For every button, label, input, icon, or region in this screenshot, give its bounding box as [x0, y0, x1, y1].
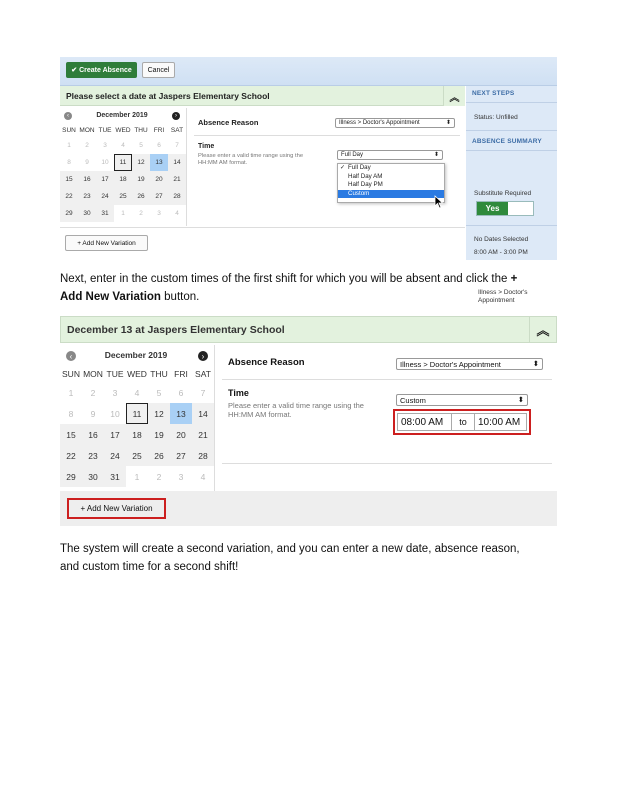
calendar-grid	[60, 365, 214, 491]
reason-summary: Illness > Doctor's Appointment	[478, 289, 528, 304]
calendar-day[interactable]: 30	[78, 205, 96, 222]
calendar-day[interactable]: 12	[132, 154, 150, 171]
calendar-month-title: December 2019	[96, 112, 148, 119]
weekday-header: SUN	[62, 127, 76, 134]
calendar-day: 9	[85, 159, 89, 166]
calendar-day: 3	[112, 387, 118, 398]
absence-reason-label: Absence Reason	[228, 357, 305, 368]
chevron-left-icon[interactable]: ‹	[66, 351, 76, 361]
calendar-day[interactable]: 26	[132, 188, 150, 205]
toggle-yes: Yes	[477, 202, 508, 215]
calendar-day: 1	[68, 387, 74, 398]
calendar-day[interactable]: 23	[78, 188, 96, 205]
calendar-day[interactable]: 16	[78, 171, 96, 188]
time-label: Time	[198, 143, 215, 150]
to-label: to	[452, 413, 474, 431]
weekday-header: FRI	[174, 368, 188, 379]
time-select[interactable]: Custom ⬍	[396, 394, 528, 406]
calendar-day: 10	[110, 408, 120, 419]
mouse-cursor-icon	[434, 195, 444, 209]
calendar-day: 7	[200, 387, 206, 398]
select-arrow-icon: ⬍	[517, 395, 524, 404]
calendar-day[interactable]: 24	[104, 445, 126, 466]
chevron-left-icon[interactable]: ‹	[64, 112, 72, 120]
form-footer	[60, 491, 557, 526]
calendar-day[interactable]: 16	[82, 424, 104, 445]
add-new-variation-button[interactable]: + Add New Variation	[65, 235, 148, 251]
date-header: Please select a date at Jaspers Elementary School	[60, 86, 443, 106]
absence-summary-heading: ABSENCE SUMMARY	[472, 138, 542, 145]
time-label: Time	[228, 388, 249, 398]
calendar-day[interactable]: 27	[170, 445, 192, 466]
calendar-day[interactable]: 23	[82, 445, 104, 466]
select-arrow-icon: ⬍	[433, 152, 439, 158]
calendar-day[interactable]: 14	[192, 403, 214, 424]
select-arrow-icon: ⬍	[532, 359, 539, 368]
absence-reason-select[interactable]: Illness > Doctor's Appointment ⬍	[396, 358, 543, 370]
collapse-chevron-up-icon[interactable]: ︽	[530, 316, 557, 343]
calendar-day[interactable]: 17	[104, 424, 126, 445]
calendar-day[interactable]: 28	[168, 188, 186, 205]
time-help-text: Please enter a valid time range using the HH:MM AM format.	[198, 153, 304, 166]
calendar-day[interactable]: 15	[60, 171, 78, 188]
instruction-line-1: Next, enter in the custom times of the first shift for which you will be absent and click the +	[60, 273, 518, 285]
weekday-header: MON	[83, 368, 103, 379]
calendar-day[interactable]: 13	[170, 403, 192, 424]
calendar-day[interactable]: 29	[60, 466, 82, 487]
calendar-day[interactable]: 22	[60, 188, 78, 205]
calendar-grid	[60, 124, 186, 224]
time-select[interactable]: Full Day ⬍	[337, 150, 443, 160]
calendar-day[interactable]: 11	[114, 154, 132, 171]
calendar-day[interactable]: 15	[60, 424, 82, 445]
calendar-day[interactable]: 22	[60, 445, 82, 466]
calendar-day[interactable]: 17	[96, 171, 114, 188]
calendar-day[interactable]: 27	[150, 188, 168, 205]
calendar-day: 4	[121, 142, 125, 149]
instruction-line-2: and custom time for a second shift!	[60, 561, 239, 573]
calendar-day[interactable]: 26	[148, 445, 170, 466]
calendar-day[interactable]: 31	[104, 466, 126, 487]
divider	[466, 102, 557, 103]
calendar-day[interactable]: 21	[168, 171, 186, 188]
calendar-day: 3	[103, 142, 107, 149]
divider	[194, 135, 460, 136]
next-steps-heading: NEXT STEPS	[472, 90, 515, 97]
absence-reason-label: Absence Reason	[198, 118, 259, 127]
absence-form	[190, 108, 460, 228]
substitute-toggle[interactable]	[476, 201, 534, 216]
create-absence-label: Create Absence	[79, 66, 132, 74]
calendar-day[interactable]: 29	[60, 205, 78, 222]
calendar-day: 2	[156, 471, 162, 482]
footer-divider	[60, 227, 465, 228]
substitute-required-label: Substitute Required	[474, 190, 532, 197]
calendar-day: 1	[67, 142, 71, 149]
divider	[466, 150, 557, 151]
chevron-right-icon[interactable]: ›	[198, 351, 208, 361]
date-header: December 13 at Jaspers Elementary School	[60, 316, 530, 343]
calendar-day[interactable]: 25	[114, 188, 132, 205]
cancel-button[interactable]: Cancel	[142, 62, 175, 78]
divider	[222, 379, 552, 380]
absence-form	[218, 345, 557, 491]
calendar-day[interactable]: 14	[168, 154, 186, 171]
calendar-month-title: December 2019	[104, 350, 168, 360]
dropdown-option-full-day[interactable]: ✓ Full Day	[340, 164, 371, 171]
calendar-day: 6	[157, 142, 161, 149]
calendar-day: 7	[175, 142, 179, 149]
weekday-header: WED	[127, 368, 147, 379]
calendar-day: 8	[67, 159, 71, 166]
calendar-day[interactable]: 19	[132, 171, 150, 188]
calendar-day: 5	[139, 142, 143, 149]
calendar-day[interactable]: 18	[114, 171, 132, 188]
calendar-day[interactable]: 31	[96, 205, 114, 222]
instruction-paragraph-2	[60, 540, 560, 576]
collapse-chevron-up-icon[interactable]: ︽	[443, 86, 465, 106]
calendar-day[interactable]: 20	[170, 424, 192, 445]
checkmark-icon: ✓	[340, 164, 346, 171]
dropdown-option-custom[interactable]: Custom	[338, 190, 444, 199]
calendar-day[interactable]: 21	[192, 424, 214, 445]
checkmark-icon: ✔	[71, 67, 78, 74]
time-dropdown-menu	[337, 163, 445, 203]
calendar-day[interactable]: 13	[150, 154, 168, 171]
weekday-header: THU	[134, 127, 148, 134]
time-help-text: Please enter a valid time range using the HH:MM AM format.	[228, 401, 364, 419]
calendar-day[interactable]: 11	[126, 403, 148, 424]
calendar-day: 9	[90, 408, 96, 419]
weekday-header: WED	[115, 127, 131, 134]
calendar-day: 1	[121, 210, 125, 217]
divider	[466, 225, 557, 226]
calendar-day: 4	[200, 471, 206, 482]
weekday-header: TUE	[106, 368, 124, 379]
calendar-day: 8	[68, 408, 74, 419]
calendar-day[interactable]: 19	[148, 424, 170, 445]
calendar-day: 4	[175, 210, 179, 217]
start-time-input[interactable]: 08:00 AM	[397, 413, 452, 431]
divider	[222, 463, 552, 464]
calendar-day: 2	[90, 387, 96, 398]
create-absence-button[interactable]	[66, 62, 137, 78]
instruction-line-2: Add New Variation button.	[60, 291, 200, 303]
calendar	[60, 345, 215, 491]
instruction-line-1: The system will create a second variation, and you can enter a new date, absence reason,	[60, 543, 520, 555]
instruction-paragraph-1	[60, 270, 560, 306]
weekday-header: SUN	[62, 368, 80, 379]
calendar-day[interactable]: 20	[150, 171, 168, 188]
weekday-header: MON	[79, 127, 95, 134]
calendar-day[interactable]: 12	[148, 403, 170, 424]
hours-text: 8:00 AM - 3:00 PM	[474, 249, 528, 256]
add-new-variation-button[interactable]: + Add New Variation	[80, 504, 153, 513]
no-dates-text: No Dates Selected	[474, 236, 529, 243]
calendar-day[interactable]: 18	[126, 424, 148, 445]
calendar-day: 4	[134, 387, 140, 398]
calendar-day[interactable]: 28	[192, 445, 214, 466]
calendar	[60, 108, 187, 226]
calendar-day: 10	[101, 159, 109, 166]
weekday-header: SAT	[170, 127, 184, 134]
calendar-day[interactable]: 25	[126, 445, 148, 466]
calendar-day: 2	[139, 210, 143, 217]
weekday-header: FRI	[153, 127, 165, 134]
weekday-header: SAT	[195, 368, 211, 379]
weekday-header: THU	[150, 368, 168, 379]
divider	[466, 130, 557, 131]
calendar-day: 3	[157, 210, 161, 217]
calendar-day: 2	[85, 142, 89, 149]
calendar-day[interactable]: 30	[82, 466, 104, 487]
dropdown-option-half-day-am[interactable]: Half Day AM	[348, 172, 383, 180]
calendar-day: 6	[178, 387, 184, 398]
summary-panel	[466, 86, 557, 260]
calendar-day: 5	[156, 387, 162, 398]
select-arrow-icon: ⬍	[445, 120, 451, 126]
status-text: Status: Unfilled	[474, 114, 518, 121]
calendar-day: 1	[134, 471, 140, 482]
weekday-header: TUE	[98, 127, 112, 134]
chevron-right-icon[interactable]: ›	[172, 112, 180, 120]
absence-reason-select[interactable]: Illness > Doctor's Appointment ⬍	[335, 118, 455, 128]
dropdown-option-half-day-pm[interactable]: Half Day PM	[348, 181, 383, 188]
calendar-day: 3	[178, 471, 184, 482]
calendar-day[interactable]: 24	[96, 188, 114, 205]
end-time-input[interactable]: 10:00 AM	[474, 413, 527, 431]
